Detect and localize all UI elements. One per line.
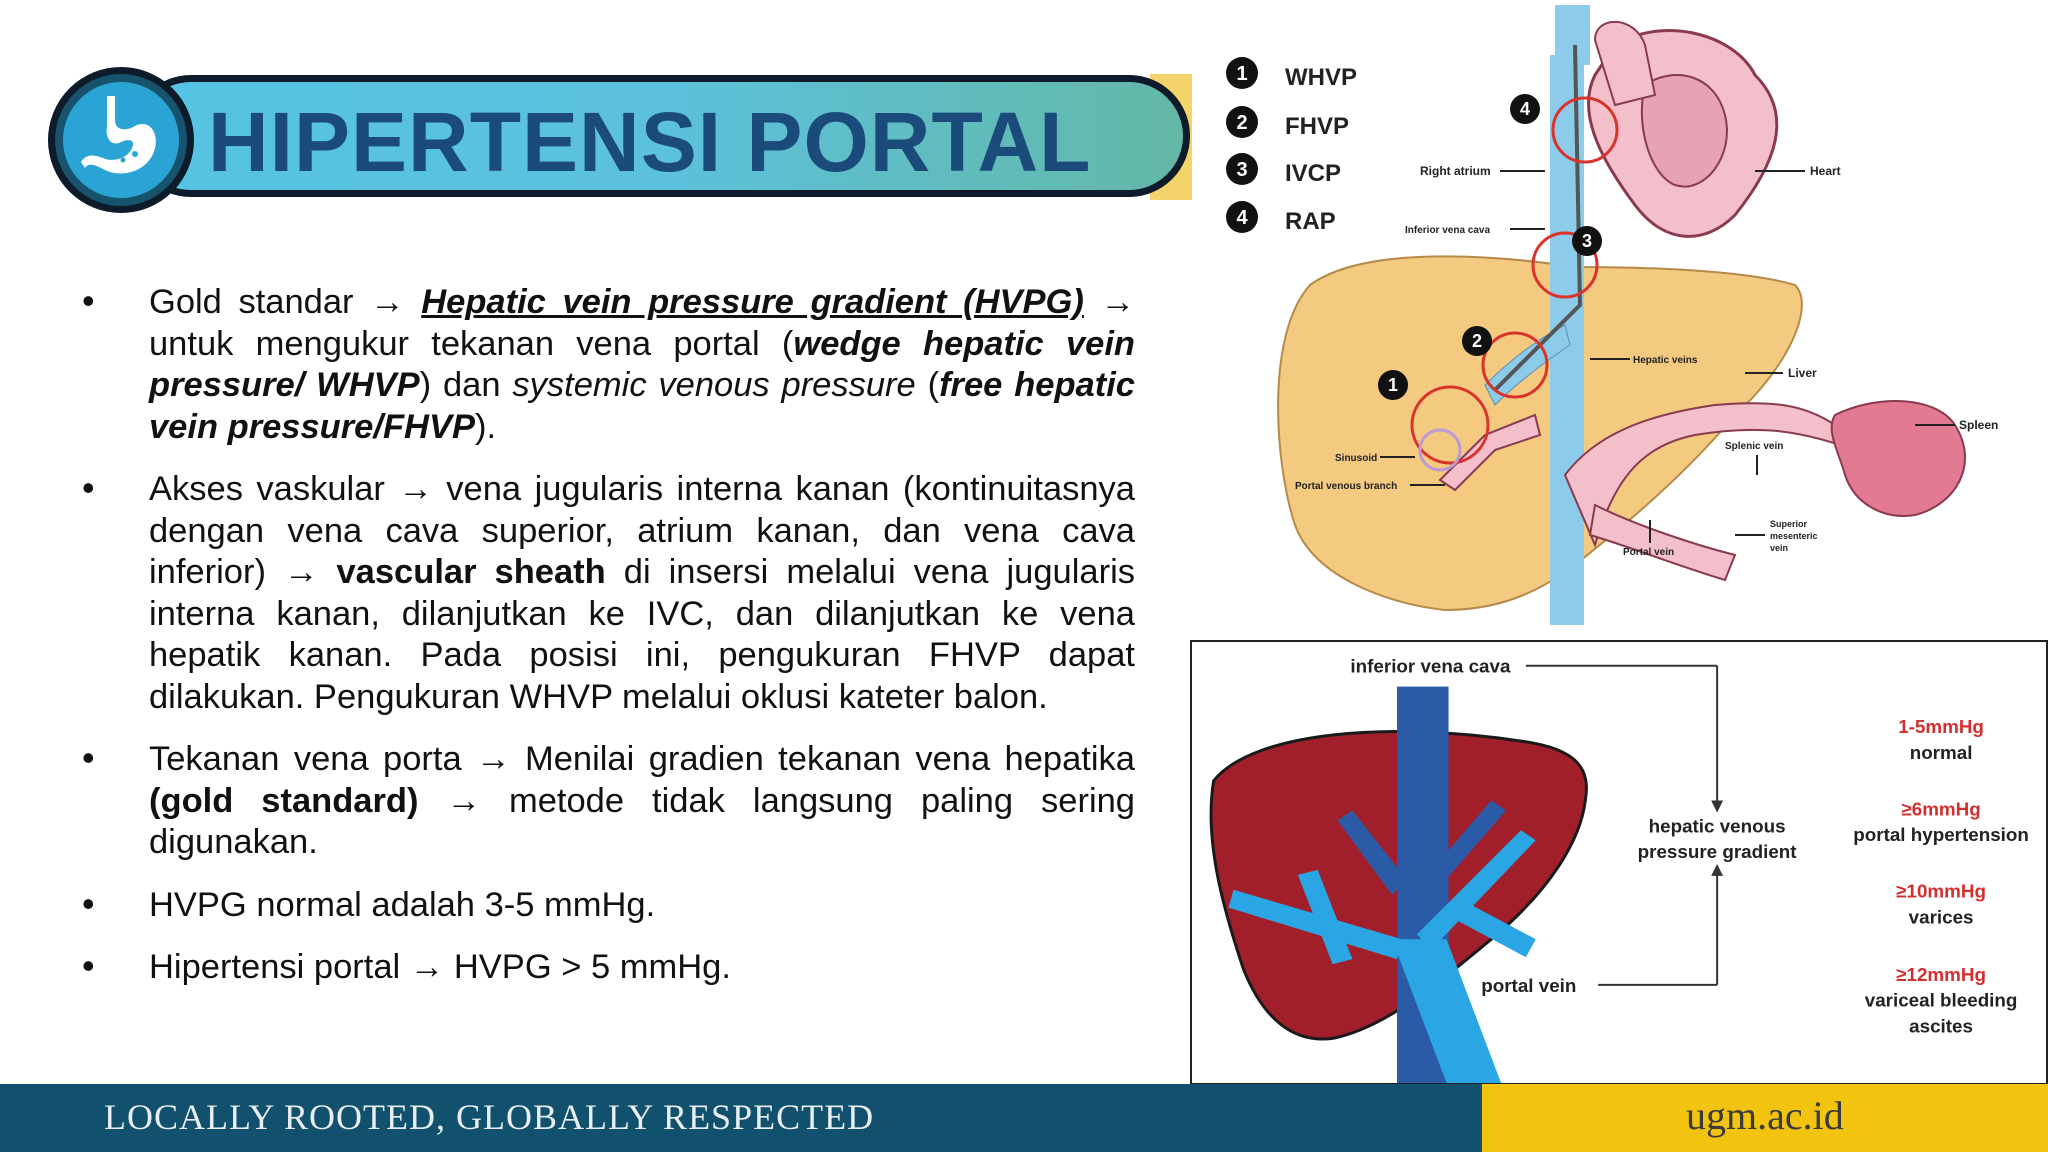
label-superior-mesenteric-vein: Superior [1770, 519, 1808, 529]
arrow-icon: → [1100, 283, 1135, 321]
arrow-icon: → [398, 470, 433, 508]
legend-number: 3 [1236, 159, 1248, 181]
bullet-list [80, 282, 1135, 1010]
label-superior-mesenteric-vein: vein [1770, 543, 1789, 553]
range-value-normal: 1-5mmHg [1898, 716, 1984, 738]
bullet-text: ). [474, 407, 497, 446]
bullet-item-hvpg [80, 282, 1135, 448]
bullet-text: di insersi melalui vena jugularis interna kanan, dilanjutkan ke IVC, dan dilanjutkan ke vena hepatik kanan. Pada posisi ini, pengukuran FHVP dapat dilakukan. Pengukuran WHVP melalui oklusi kateter balon. [149, 553, 1135, 716]
bullet-text: untuk mengukur tekanan vena portal ( [149, 324, 794, 363]
label-splenic-vein: Splenic vein [1725, 441, 1784, 452]
bullet-text: metode tidak langsung paling sering digunakan. [149, 781, 1135, 861]
bullet-text: ( [915, 366, 940, 404]
bullet-dot: • [82, 467, 95, 508]
bullet-item-portal-hypertension [80, 947, 1135, 989]
arrow-down-icon [1711, 801, 1723, 813]
range-value-variceal-bleeding: ≥12mmHg [1896, 963, 1986, 985]
bullet-text-bold: vascular sheath [336, 553, 606, 591]
bullet-text: HVPG > 5 mmHg. [444, 948, 731, 986]
label-sinusoid: Sinusoid [1335, 453, 1378, 464]
label-portal-vein: portal vein [1481, 974, 1577, 996]
page-title: HIPERTENSI PORTAL [208, 95, 1092, 189]
label-spleen: Spleen [1959, 418, 1999, 432]
marker-number: 4 [1519, 99, 1531, 119]
stomach-icon [48, 67, 194, 213]
label-heart: Heart [1810, 164, 1841, 178]
bullet-text: Hipertensi portal [149, 948, 410, 986]
marker-number: 3 [1581, 231, 1593, 251]
legend-number: 2 [1236, 112, 1248, 134]
legend-label-fhvp: FHVP [1285, 113, 1350, 140]
legend-number: 4 [1236, 207, 1248, 229]
legend-label-ivcp: IVCP [1285, 160, 1342, 187]
label-liver: Liver [1788, 366, 1817, 380]
label-hvpg: hepatic venous [1648, 815, 1786, 837]
label-hvpg: pressure gradient [1637, 841, 1797, 863]
bullet-dot: • [82, 737, 95, 778]
arrow-icon: → [446, 781, 481, 820]
bullet-text: Menilai gradien tekanan vena hepatika [510, 740, 1135, 778]
label-portal-vein: Portal vein [1623, 547, 1675, 558]
range-desc-variceal-bleeding: variceal bleeding [1864, 989, 2018, 1011]
range-value-portal-hypertension: ≥6mmHg [1901, 798, 1981, 820]
bullet-item-hvpg-normal [80, 882, 1135, 927]
bullet-text-emphasis: wedge hepatic vein pressure/ WHVP [149, 324, 1135, 404]
bullet-dot: • [82, 945, 95, 986]
superior-vena-cava [1555, 5, 1590, 65]
bullet-text-italic: systemic venous pressure [512, 366, 916, 404]
label-inferior-vena-cava: inferior vena cava [1350, 655, 1511, 677]
range-desc-normal: normal [1909, 741, 1973, 763]
bullet-dot: • [82, 882, 95, 924]
bullet-text: HVPG normal adalah 3-5 mmHg. [149, 885, 656, 924]
label-portal-venous-branch: Portal venous branch [1295, 481, 1398, 492]
arrow-icon: → [370, 283, 405, 321]
bullet-text-bold: (gold standard) [149, 781, 419, 820]
marker-number: 1 [1387, 375, 1399, 395]
bullet-text: Tekanan vena porta [149, 740, 477, 778]
bullet-text: Akses vaskular [149, 470, 399, 508]
range-desc-varices: varices [1908, 906, 1974, 928]
range-desc-portal-hypertension: portal hypertension [1853, 824, 2029, 846]
footer-slogan: LOCALLY ROOTED, GLOBALLY RESPECTED [104, 1097, 875, 1137]
footer-url: ugm.ac.id [1686, 1093, 1844, 1138]
bullet-dot: • [82, 280, 95, 321]
label-inferior-vena-cava: Inferior vena cava [1405, 225, 1491, 236]
bullet-item-vascular-access [80, 469, 1135, 718]
legend-label-whvp: WHVP [1285, 64, 1357, 91]
bullet-text: Gold standar [149, 283, 371, 321]
anatomy-diagram [1195, 5, 2048, 640]
diagram-legend [1226, 57, 1357, 235]
bullet-text: ) dan [419, 366, 513, 404]
label-hepatic-veins: Hepatic veins [1633, 355, 1698, 366]
bullet-text-emphasis: Hepatic vein pressure gradient (HVPG) [421, 283, 1084, 321]
range-desc-ascites: ascites [1909, 1015, 1973, 1037]
label-right-atrium: Right atrium [1420, 164, 1491, 178]
bullet-text-emphasis: free hepatic vein pressure/FHVP [149, 366, 1135, 446]
arrow-up-icon [1711, 864, 1723, 876]
arrow-icon: → [409, 948, 445, 986]
label-superior-mesenteric-vein: mesenteric [1770, 531, 1818, 541]
range-value-varices: ≥10mmHg [1896, 880, 1986, 902]
legend-number: 1 [1236, 63, 1248, 85]
spleen-shape [1832, 401, 1965, 516]
mesenteric-vein [1590, 505, 1735, 580]
arrow-icon: → [283, 553, 319, 591]
bullet-item-portal-pressure [80, 739, 1135, 864]
bullet-text: vena jugularis interna kanan (kontinuitasnya dengan vena cava superior, atrium kanan, dan vena cava inferior) [149, 470, 1135, 591]
hvpg-diagram [1190, 640, 2048, 1085]
arrow-icon: → [476, 740, 511, 778]
legend-label-rap: RAP [1285, 208, 1336, 235]
marker-number: 2 [1471, 331, 1483, 351]
